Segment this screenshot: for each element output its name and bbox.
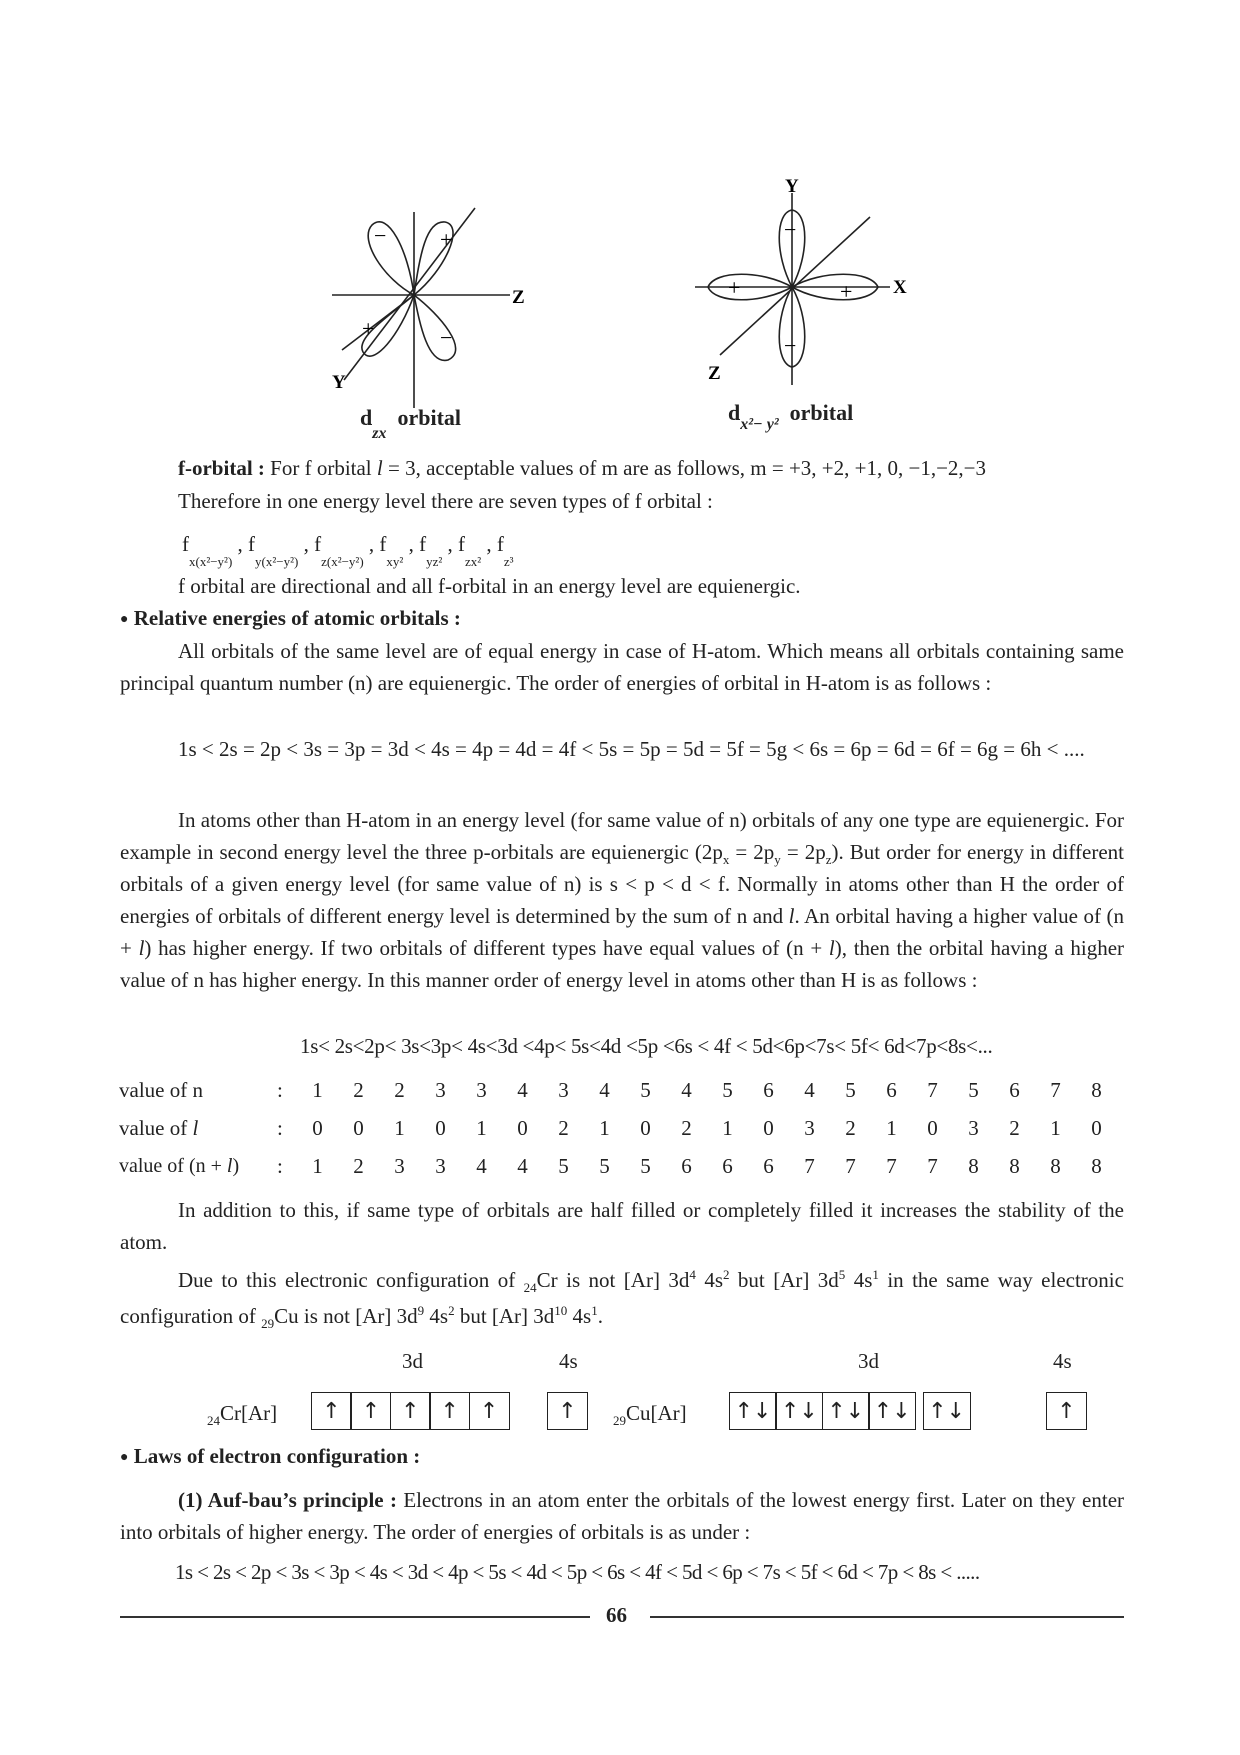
- relative-energies-heading: [120, 602, 461, 638]
- quantum-number-table: [119, 1071, 1117, 1185]
- relative-para4: Due to this electronic configuration of $_{24}$Cr is not [Ar] $3d^4$ $4s^2$ but [Ar] $3d^5$ $4s^1$ in the same way electronic configuration of $_{29}$Cu is not [Ar] $3d^9$ $4s^2$ but [Ar] $3d^{10}$ $4s^1$.: [120, 1267, 1124, 1332]
- f-orbital-line1: [178, 452, 1124, 484]
- f-orbital-item: $f_{z^3}$: [496, 532, 514, 570]
- aufbau-heading: (1) Auf-bau’s principle :: [178, 1488, 397, 1512]
- f-orbital-heading: f-orbital :: [178, 456, 265, 480]
- f-orbital-item: $f_{x(x^2-y^2)}$: [182, 532, 233, 570]
- cu-4s-boxes: [1046, 1392, 1085, 1430]
- cr-config-label: $_{24}$Cr[Ar]: [207, 1401, 278, 1429]
- dzx-sign-4: −: [440, 325, 453, 350]
- cu-3d-boxes: [729, 1392, 969, 1430]
- orbital-box: ↑: [390, 1392, 431, 1430]
- orbital-box: ↑↓: [775, 1392, 823, 1430]
- row-label-n-plus-l: value of (n + l): [119, 1154, 240, 1177]
- f-orbital-item: $f_{yz^2}$: [419, 532, 443, 570]
- cr-4s-heading: 4s: [559, 1349, 578, 1373]
- relative-para1: All orbitals of the same level are of equal energy in case of H-atom. Which means all orbitals containing same principal quantum number (n) are equienergic. The order of energies of orbital in H-atom is as follows :: [120, 639, 1124, 695]
- cr-3d-boxes: [311, 1392, 508, 1430]
- dzx-sign-1: −: [374, 223, 387, 248]
- dx2y2-sign-right: +: [840, 279, 853, 304]
- orbital-box: ↑: [547, 1392, 588, 1430]
- laws-title: Laws of electron configuration :: [133, 1444, 421, 1468]
- dx2y2-sign-bottom: −: [784, 333, 797, 358]
- dx2y2-label-sub: x²− y²: [740, 416, 779, 434]
- cu-config-label: $_{29}$Cu[Ar]: [613, 1401, 687, 1429]
- f-orbital-line3: f orbital are directional and all f-orbital in an energy level are equienergic.: [178, 574, 801, 598]
- relative-para3: In addition to this, if same type of orbitals are half filled or completely filled it increases the stability of the atom.: [120, 1198, 1124, 1254]
- dzx-axis-z: Z: [512, 287, 525, 308]
- row-label-l: value of l: [119, 1115, 199, 1140]
- dzx-label-d: d: [360, 405, 373, 430]
- row-label-n: value of n: [119, 1077, 203, 1102]
- f-orbital-line2: Therefore in one energy level there are seven types of f orbital :: [178, 489, 713, 513]
- aufbau-text: Electrons in an atom enter the orbitals of the lowest energy first. Later on they enter into orbitals of higher energy. The order of energies of orbitals is as under :: [120, 1488, 1125, 1544]
- dzx-label-tail: orbital: [397, 405, 462, 430]
- dx2y2-orbital-label: [728, 400, 854, 434]
- cr-4s-boxes: [547, 1392, 586, 1430]
- bullet-icon: ●: [120, 1450, 129, 1465]
- cu-4s-heading: 4s: [1053, 1349, 1072, 1373]
- aufbau-order: 1s < 2s < 2p < 3s < 3p < 4s < 3d < 4p < 5s < 4d < 5p < 6s < 4f < 5d < 6p < 7s < 5f < 6d < 7p < 8s < .....: [175, 1560, 980, 1584]
- table-row-n: value of n : 1 2 2 3 3 4 3 4 5 4 5 6 4 5 6 7 5 6 7 8: [119, 1071, 1117, 1109]
- dx2y2-axis-z: Z: [708, 363, 721, 384]
- f-orbital-text-b: = 3, acceptable values of m are as follows, m = +3, +2, +1, 0, −1,−2,−3: [387, 456, 987, 480]
- f-orbital-list: $f_{x(x^2-y^2)}$ , $f_{y(x^2-y^2)}$ , $f_{z(x^2-y^2)}$ , $f_{xy^2}$ , $f_{yz^2}$ , $f_{zx^2}$ , $f_{z^3}$: [182, 532, 514, 570]
- orbital-box: ↑: [311, 1392, 352, 1430]
- footer-rule-right: [650, 1616, 1124, 1618]
- orbital-box: ↑↓: [868, 1392, 916, 1430]
- dzx-sign-2: +: [440, 227, 453, 252]
- cu-3d-heading: 3d: [858, 1349, 879, 1373]
- orbital-box: ↑: [469, 1392, 510, 1430]
- orbital-box: ↑↓: [923, 1392, 971, 1430]
- energy-order-h-atom: 1s < 2s = 2p < 3s = 3p = 3d < 4s = 4p = 4d = 4f < 5s = 5p = 5d = 5f = 5g < 6s = 6p = 6d = 6f = 6g = 6h < ....: [178, 737, 1085, 761]
- relative-energies-title: Relative energies of atomic orbitals :: [133, 606, 461, 630]
- dx2y2-sign-top: −: [784, 217, 797, 242]
- f-orbital-item: $f_{y(x^2-y^2)}$: [248, 532, 299, 570]
- table-row-n-plus-l: value of (n + l) : 1 2 3 3 4 4 5 5 5 6 6 6 7 7 7 7 8 8 8 8: [119, 1147, 1117, 1185]
- row-colon: :: [277, 1153, 283, 1178]
- row-colon: :: [277, 1115, 283, 1140]
- footer-rule-left: [120, 1616, 590, 1618]
- dzx-orbital-label: [360, 405, 462, 443]
- laws-heading: [120, 1440, 420, 1476]
- energy-order-sequence: 1s< 2s<2p< 3s<3p< 4s<3d <4p< 5s<4d <5p <6s < 4f < 5d<6p<7s< 5f< 6d<7p<8s<...: [300, 1034, 993, 1058]
- dx2y2-sign-left: +: [728, 275, 741, 300]
- f-orbital-l: l: [376, 456, 383, 480]
- orbital-box: ↑↓: [822, 1392, 870, 1430]
- dx2y2-orbital-figure: [680, 175, 930, 405]
- relative-para2: In atoms other than H-atom in an energy level (for same value of n) orbitals of any one type are equienergic. For example in second energy level the three p-orbitals are equienergic $(2p_x = 2p_y = 2p_z)$. But order for energy in different orbitals of a given energy level (for same value of n) is s < p < d < f. Normally in atoms other than H the order of energies of orbitals of different energy level is determined by the sum of n and l. An orbital having a higher value of (n + l) has higher energy. If two orbitals of different types have equal values of (n + l), then the orbital having a higher value of n has higher energy. In this manner order of energy level in atoms other than H is as follows :: [120, 808, 1125, 992]
- dzx-axis-y: Y: [332, 372, 346, 393]
- table-row-l: value of l : 0 0 1 0 1 0 2 1 0 2 1 0 3 2 1 0 3 2 1 0: [119, 1109, 1117, 1147]
- dzx-label-sub: zx: [372, 425, 387, 443]
- dx2y2-label-tail: orbital: [789, 400, 854, 425]
- page-number: 66: [606, 1603, 627, 1627]
- row-colon: :: [277, 1077, 283, 1102]
- f-orbital-item: $f_{zx^2}$: [457, 532, 482, 570]
- orbital-box: ↑: [1046, 1392, 1087, 1430]
- dzx-orbital-figure: [280, 190, 540, 420]
- dx2y2-label-d: d: [728, 400, 741, 425]
- f-orbital-text-a: For f orbital: [270, 456, 372, 480]
- f-orbital-item: $f_{z(x^2-y^2)}$: [314, 532, 364, 570]
- f-orbital-item: $f_{xy^2}$: [379, 532, 404, 570]
- orbital-box: ↑: [350, 1392, 391, 1430]
- orbital-box: ↑↓: [729, 1392, 777, 1430]
- bullet-icon: ●: [120, 612, 129, 627]
- dzx-sign-3: +: [362, 316, 375, 341]
- aufbau-paragraph: [120, 1484, 1124, 1548]
- orbital-box: ↑: [429, 1392, 470, 1430]
- dx2y2-axis-y: Y: [785, 176, 799, 197]
- dx2y2-axis-x: X: [893, 277, 907, 298]
- cr-3d-heading: 3d: [402, 1349, 423, 1373]
